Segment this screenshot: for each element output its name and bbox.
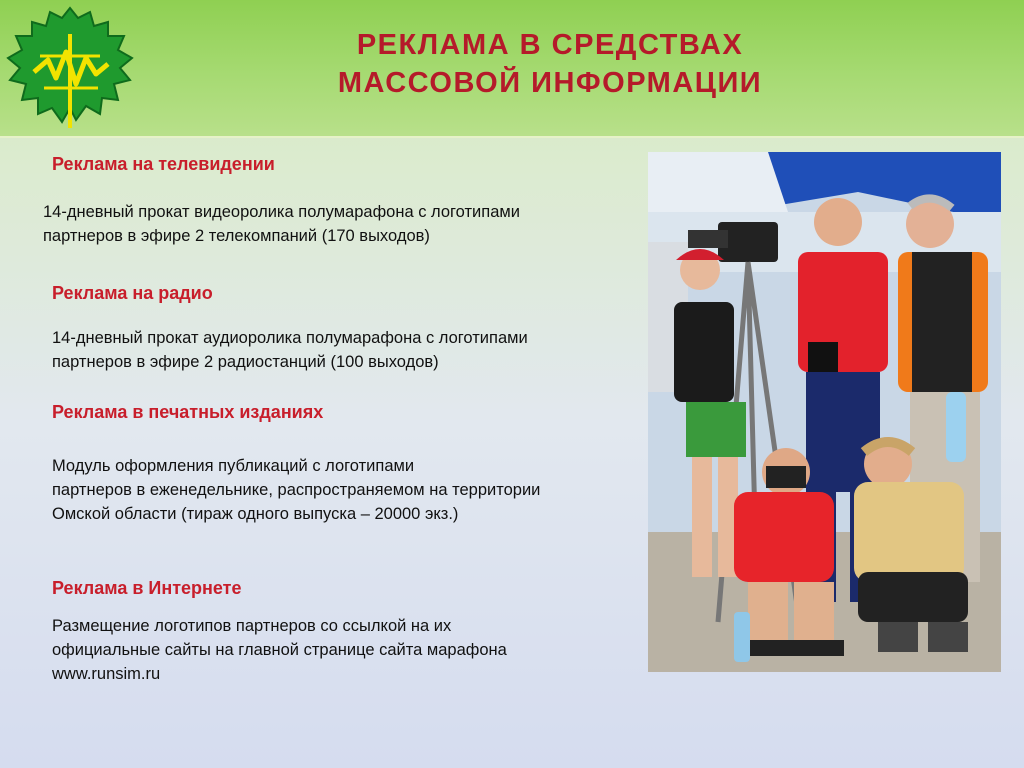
print-text [52,454,540,526]
leaf-logo-icon [4,4,138,134]
internet-heading: Реклама в Интернете [52,578,242,598]
tv-text [43,200,520,248]
header-band [0,0,1024,138]
radio-text [52,326,528,374]
tv-text-line-1: 14-дневный прокат видеоролика полумарафона с логотипами [43,203,520,221]
print-heading: Реклама в печатных изданиях [52,402,324,422]
internet-text [52,614,507,686]
slide-title [200,26,900,102]
radio-text-line-1: 14-дневный прокат аудиоролика полумарафона с логотипами [52,329,528,347]
radio-text-line-2: партнеров в эфире 2 радиостанций (100 выходов) [52,353,439,371]
title-line-2: МАССОВОЙ ИНФОРМАЦИИ [337,67,763,99]
internet-text-line-3: www.runsim.ru [52,665,161,683]
internet-text-line-1: Размещение логотипов партнеров со ссылкой на их [52,617,452,635]
print-text-line-1: Модуль оформления публикаций с логотипами [52,457,415,475]
print-text-line-2: партнеров в еженедельнике, распространяемом на территории [52,481,541,499]
radio-heading: Реклама на радио [52,283,213,303]
internet-text-line-2: официальные сайты на главной странице сайта марафона [52,641,507,659]
tv-text-line-2: партнеров в эфире 2 телекомпаний (170 выходов) [43,227,430,245]
title-line-1: РЕКЛАМА В СРЕДСТВАХ [356,29,744,61]
tv-heading: Реклама на телевидении [52,154,275,174]
photographers-photo [648,152,1001,672]
print-text-line-3: Омской области (тираж одного выпуска – 20000 экз.) [52,505,459,523]
